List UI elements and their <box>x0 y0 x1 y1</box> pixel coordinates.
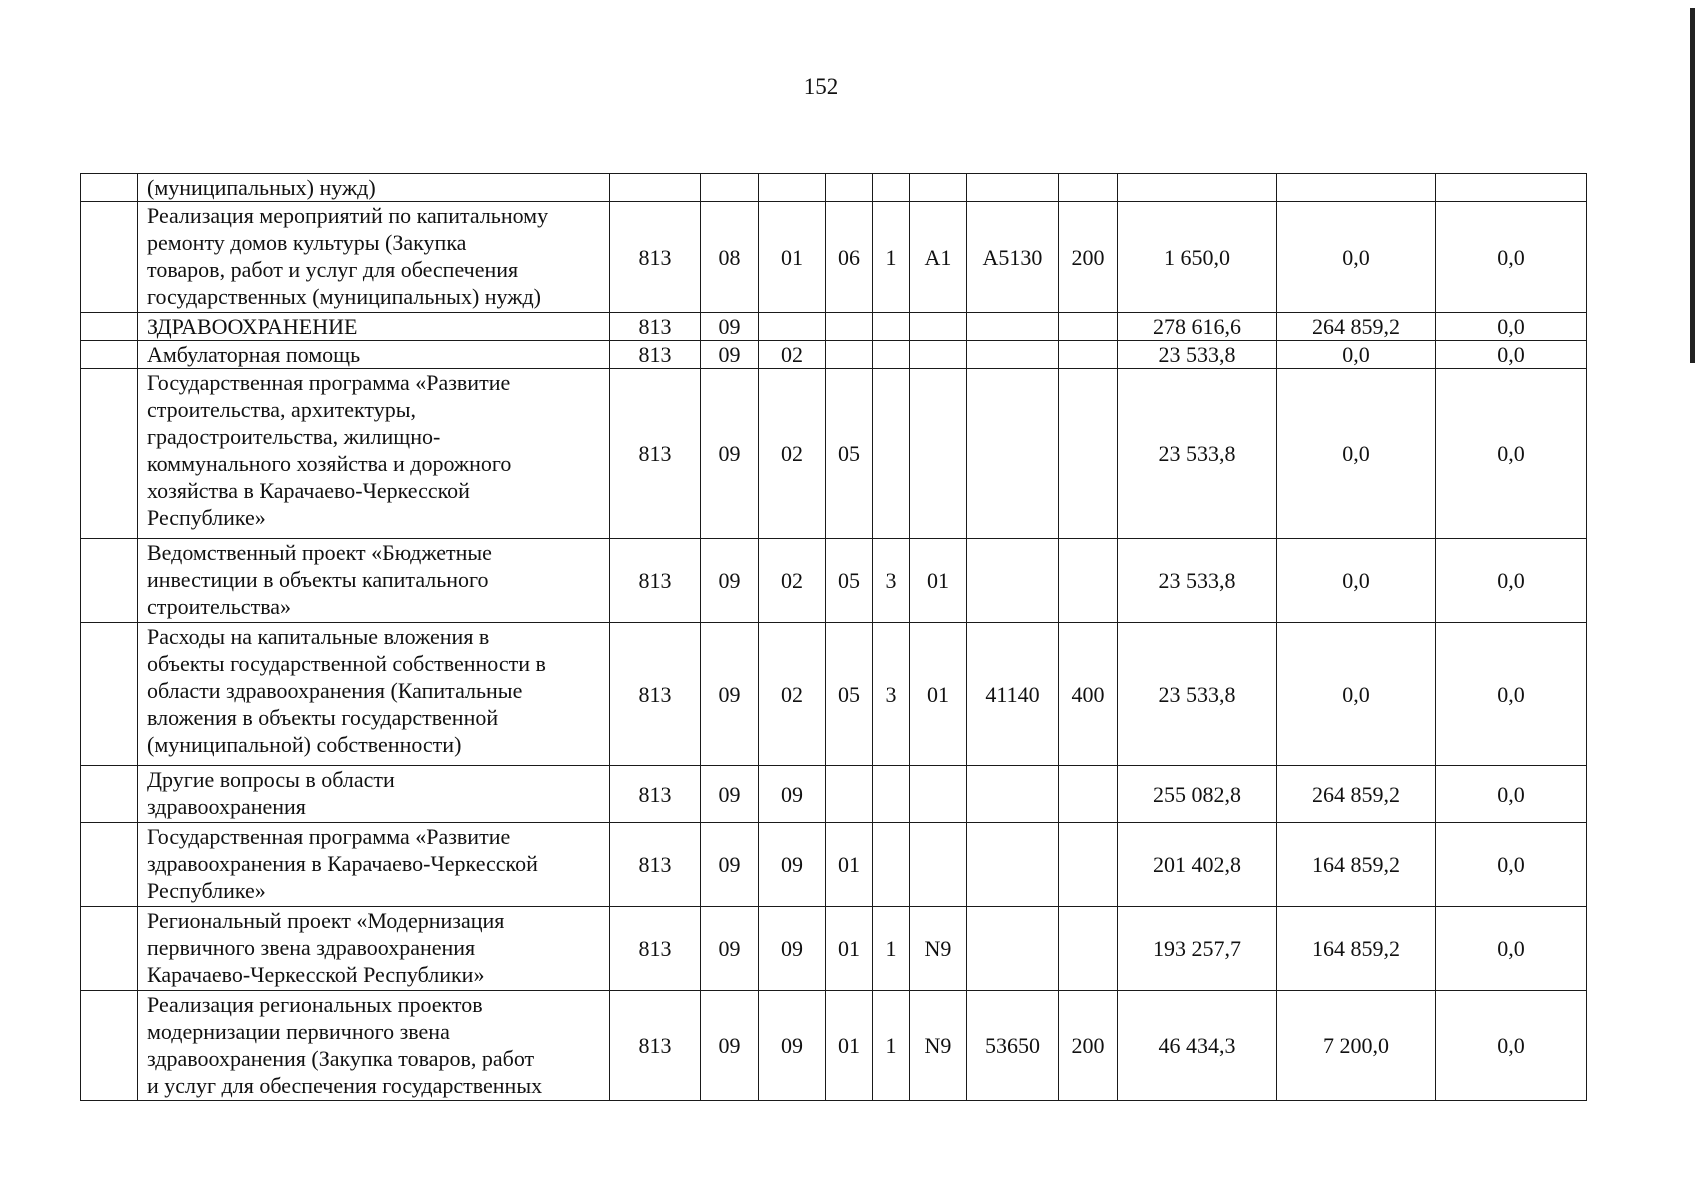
project-code-cell <box>910 313 967 341</box>
expense-type-cell: 400 <box>1059 623 1118 766</box>
program-code-cell: 05 <box>826 369 873 539</box>
item-name-line: здравоохранения (Закупка товаров, работ <box>147 1046 535 1071</box>
amount-2026-cell: 0,0 <box>1436 369 1587 539</box>
table-row <box>81 623 1587 766</box>
item-name-cell <box>138 623 610 766</box>
subprogram-code-cell <box>873 766 910 823</box>
subsection-code-cell: 02 <box>759 623 826 766</box>
row-number-cell <box>81 313 138 341</box>
row-number-cell <box>81 991 138 1101</box>
program-code-cell: 05 <box>826 623 873 766</box>
item-name-line: Республике» <box>147 878 266 903</box>
amount-2025-cell: 164 859,2 <box>1277 907 1436 991</box>
item-name-line: модернизации первичного звена <box>147 1019 450 1044</box>
expense-type-cell <box>1059 823 1118 907</box>
table-row <box>81 991 1587 1101</box>
row-number-cell <box>81 623 138 766</box>
item-name-line: строительства, архитектуры, <box>147 397 416 422</box>
section-code-cell: 09 <box>701 766 759 823</box>
project-code-cell: 01 <box>910 539 967 623</box>
amount-2024-cell <box>1118 174 1277 202</box>
row-number-cell <box>81 341 138 369</box>
amount-2024-cell: 23 533,8 <box>1118 341 1277 369</box>
amount-2026-cell: 0,0 <box>1436 823 1587 907</box>
item-name-line: градостроительства, жилищно- <box>147 424 441 449</box>
amount-2025-cell: 264 859,2 <box>1277 766 1436 823</box>
expense-type-cell: 200 <box>1059 991 1118 1101</box>
item-name-line: ЗДРАВООХРАНЕНИЕ <box>147 314 358 339</box>
amount-2026-cell: 0,0 <box>1436 539 1587 623</box>
subsection-code-cell: 09 <box>759 766 826 823</box>
expense-type-cell <box>1059 369 1118 539</box>
admin-code-cell: 813 <box>610 991 701 1101</box>
admin-code-cell <box>610 174 701 202</box>
item-name-line: Реализация мероприятий по капитальному <box>147 203 549 228</box>
project-code-cell: N9 <box>910 907 967 991</box>
item-name-line: (муниципальных) нужд) <box>147 175 376 200</box>
amount-2025-cell: 164 859,2 <box>1277 823 1436 907</box>
admin-code-cell: 813 <box>610 766 701 823</box>
amount-2024-cell: 201 402,8 <box>1118 823 1277 907</box>
subprogram-code-cell <box>873 313 910 341</box>
project-code-cell: 01 <box>910 623 967 766</box>
admin-code-cell: 813 <box>610 907 701 991</box>
subsection-code-cell: 02 <box>759 369 826 539</box>
project-code-cell: N9 <box>910 991 967 1101</box>
table-row <box>81 766 1587 823</box>
section-code-cell: 08 <box>701 202 759 313</box>
amount-2026-cell: 0,0 <box>1436 907 1587 991</box>
program-code-cell <box>826 341 873 369</box>
program-code-cell: 06 <box>826 202 873 313</box>
item-name-cell <box>138 313 610 341</box>
subprogram-code-cell: 1 <box>873 202 910 313</box>
amount-2024-cell: 23 533,8 <box>1118 539 1277 623</box>
expense-type-cell <box>1059 313 1118 341</box>
amount-2026-cell: 0,0 <box>1436 766 1587 823</box>
subsection-code-cell: 09 <box>759 991 826 1101</box>
item-name-cell <box>138 341 610 369</box>
section-code-cell <box>701 174 759 202</box>
item-name-line: Реализация региональных проектов <box>147 992 483 1017</box>
amount-2026-cell: 0,0 <box>1436 313 1587 341</box>
amount-2025-cell: 0,0 <box>1277 539 1436 623</box>
admin-code-cell: 813 <box>610 623 701 766</box>
item-name-line: объекты государственной собственности в <box>147 651 546 676</box>
item-name-cell <box>138 823 610 907</box>
project-code-cell <box>910 823 967 907</box>
row-number-cell <box>81 539 138 623</box>
section-code-cell: 09 <box>701 623 759 766</box>
subprogram-code-cell <box>873 823 910 907</box>
row-number-cell <box>81 907 138 991</box>
expense-type-cell <box>1059 174 1118 202</box>
subsection-code-cell: 01 <box>759 202 826 313</box>
amount-2026-cell: 0,0 <box>1436 991 1587 1101</box>
item-name-line: (муниципальной) собственности) <box>147 732 462 757</box>
item-name-line: Республике» <box>147 505 266 530</box>
item-name-line: коммунального хозяйства и дорожного <box>147 451 512 476</box>
project-code-cell <box>910 766 967 823</box>
item-name-cell <box>138 369 610 539</box>
program-code-cell <box>826 313 873 341</box>
subsection-code-cell: 09 <box>759 907 826 991</box>
item-name-line: Расходы на капитальные вложения в <box>147 624 490 649</box>
subprogram-code-cell: 3 <box>873 623 910 766</box>
subsection-code-cell <box>759 174 826 202</box>
row-number-cell <box>81 202 138 313</box>
item-name-line: Карачаево-Черкесской Республики» <box>147 962 485 987</box>
table-row <box>81 313 1587 341</box>
amount-2024-cell: 23 533,8 <box>1118 623 1277 766</box>
amount-2024-cell: 46 434,3 <box>1118 991 1277 1101</box>
item-name-line: ремонту домов культуры (Закупка <box>147 230 467 255</box>
row-number-cell <box>81 174 138 202</box>
project-code-cell <box>910 369 967 539</box>
subprogram-code-cell <box>873 369 910 539</box>
expense-type-cell <box>1059 766 1118 823</box>
amount-2024-cell: 193 257,7 <box>1118 907 1277 991</box>
admin-code-cell: 813 <box>610 202 701 313</box>
project-code-cell <box>910 341 967 369</box>
row-number-cell <box>81 766 138 823</box>
subprogram-code-cell: 1 <box>873 991 910 1101</box>
amount-2025-cell: 0,0 <box>1277 623 1436 766</box>
direction-code-cell: 41140 <box>967 623 1059 766</box>
item-name-line: и услуг для обеспечения государственных <box>147 1073 543 1098</box>
subprogram-code-cell: 1 <box>873 907 910 991</box>
table-body <box>81 174 1587 1101</box>
item-name-line: Амбулаторная помощь <box>147 342 361 367</box>
item-name-cell <box>138 174 610 202</box>
admin-code-cell: 813 <box>610 341 701 369</box>
item-name-line: строительства» <box>147 594 292 619</box>
program-code-cell <box>826 766 873 823</box>
table-row <box>81 539 1587 623</box>
item-name-cell <box>138 539 610 623</box>
section-code-cell: 09 <box>701 341 759 369</box>
item-name-line: здравоохранения в Карачаево-Черкесской <box>147 851 538 876</box>
amount-2026-cell: 0,0 <box>1436 341 1587 369</box>
program-code-cell <box>826 174 873 202</box>
subsection-code-cell: 02 <box>759 539 826 623</box>
expense-type-cell <box>1059 539 1118 623</box>
direction-code-cell <box>967 766 1059 823</box>
section-code-cell: 09 <box>701 539 759 623</box>
item-name-line: Государственная программа «Развитие <box>147 370 511 395</box>
subsection-code-cell: 02 <box>759 341 826 369</box>
item-name-cell <box>138 907 610 991</box>
item-name-line: Государственная программа «Развитие <box>147 824 511 849</box>
program-code-cell: 01 <box>826 907 873 991</box>
item-name-cell <box>138 991 610 1101</box>
amount-2026-cell <box>1436 174 1587 202</box>
page-number: 152 <box>803 74 839 99</box>
direction-code-cell: 53650 <box>967 991 1059 1101</box>
amount-2026-cell: 0,0 <box>1436 202 1587 313</box>
item-name-line: здравоохранения <box>147 794 306 819</box>
subprogram-code-cell <box>873 341 910 369</box>
item-name-line: области здравоохранения (Капитальные <box>147 678 523 703</box>
admin-code-cell: 813 <box>610 823 701 907</box>
direction-code-cell <box>967 341 1059 369</box>
amount-2024-cell: 1 650,0 <box>1118 202 1277 313</box>
subsection-code-cell <box>759 313 826 341</box>
amount-2025-cell: 0,0 <box>1277 369 1436 539</box>
item-name-line: Другие вопросы в области <box>147 767 395 792</box>
amount-2025-cell: 7 200,0 <box>1277 991 1436 1101</box>
program-code-cell: 01 <box>826 991 873 1101</box>
item-name-line: Ведомственный проект «Бюджетные <box>147 540 492 565</box>
program-code-cell: 01 <box>826 823 873 907</box>
section-code-cell: 09 <box>701 991 759 1101</box>
item-name-line: государственных (муниципальных) нужд) <box>147 284 541 309</box>
section-code-cell: 09 <box>701 823 759 907</box>
amount-2026-cell: 0,0 <box>1436 623 1587 766</box>
amount-2025-cell: 264 859,2 <box>1277 313 1436 341</box>
amount-2024-cell: 23 533,8 <box>1118 369 1277 539</box>
table-row <box>81 341 1587 369</box>
section-code-cell: 09 <box>701 369 759 539</box>
amount-2025-cell <box>1277 174 1436 202</box>
expense-type-cell: 200 <box>1059 202 1118 313</box>
item-name-line: товаров, работ и услуг для обеспечения <box>147 257 519 282</box>
amount-2025-cell: 0,0 <box>1277 341 1436 369</box>
direction-code-cell <box>967 174 1059 202</box>
item-name-line: вложения в объекты государственной <box>147 705 499 730</box>
budget-table <box>80 173 1587 1101</box>
table-row <box>81 174 1587 202</box>
scan-edge-line <box>1690 8 1695 363</box>
item-name-line: хозяйства в Карачаево-Черкесской <box>147 478 470 503</box>
expense-type-cell <box>1059 341 1118 369</box>
table-row <box>81 369 1587 539</box>
direction-code-cell <box>967 823 1059 907</box>
amount-2024-cell: 278 616,6 <box>1118 313 1277 341</box>
item-name-cell <box>138 766 610 823</box>
subprogram-code-cell: 3 <box>873 539 910 623</box>
item-name-line: инвестиции в объекты капитального <box>147 567 489 592</box>
amount-2025-cell: 0,0 <box>1277 202 1436 313</box>
section-code-cell: 09 <box>701 907 759 991</box>
item-name-cell <box>138 202 610 313</box>
subprogram-code-cell <box>873 174 910 202</box>
row-number-cell <box>81 369 138 539</box>
admin-code-cell: 813 <box>610 369 701 539</box>
direction-code-cell <box>967 313 1059 341</box>
table-row <box>81 823 1587 907</box>
program-code-cell: 05 <box>826 539 873 623</box>
direction-code-cell <box>967 539 1059 623</box>
table-row <box>81 202 1587 313</box>
row-number-cell <box>81 823 138 907</box>
item-name-line: Региональный проект «Модернизация <box>147 908 505 933</box>
project-code-cell: А1 <box>910 202 967 313</box>
table-row <box>81 907 1587 991</box>
project-code-cell <box>910 174 967 202</box>
section-code-cell: 09 <box>701 313 759 341</box>
subsection-code-cell: 09 <box>759 823 826 907</box>
direction-code-cell <box>967 907 1059 991</box>
amount-2024-cell: 255 082,8 <box>1118 766 1277 823</box>
expense-type-cell <box>1059 907 1118 991</box>
item-name-line: первичного звена здравоохранения <box>147 935 476 960</box>
direction-code-cell: А5130 <box>967 202 1059 313</box>
admin-code-cell: 813 <box>610 313 701 341</box>
direction-code-cell <box>967 369 1059 539</box>
admin-code-cell: 813 <box>610 539 701 623</box>
